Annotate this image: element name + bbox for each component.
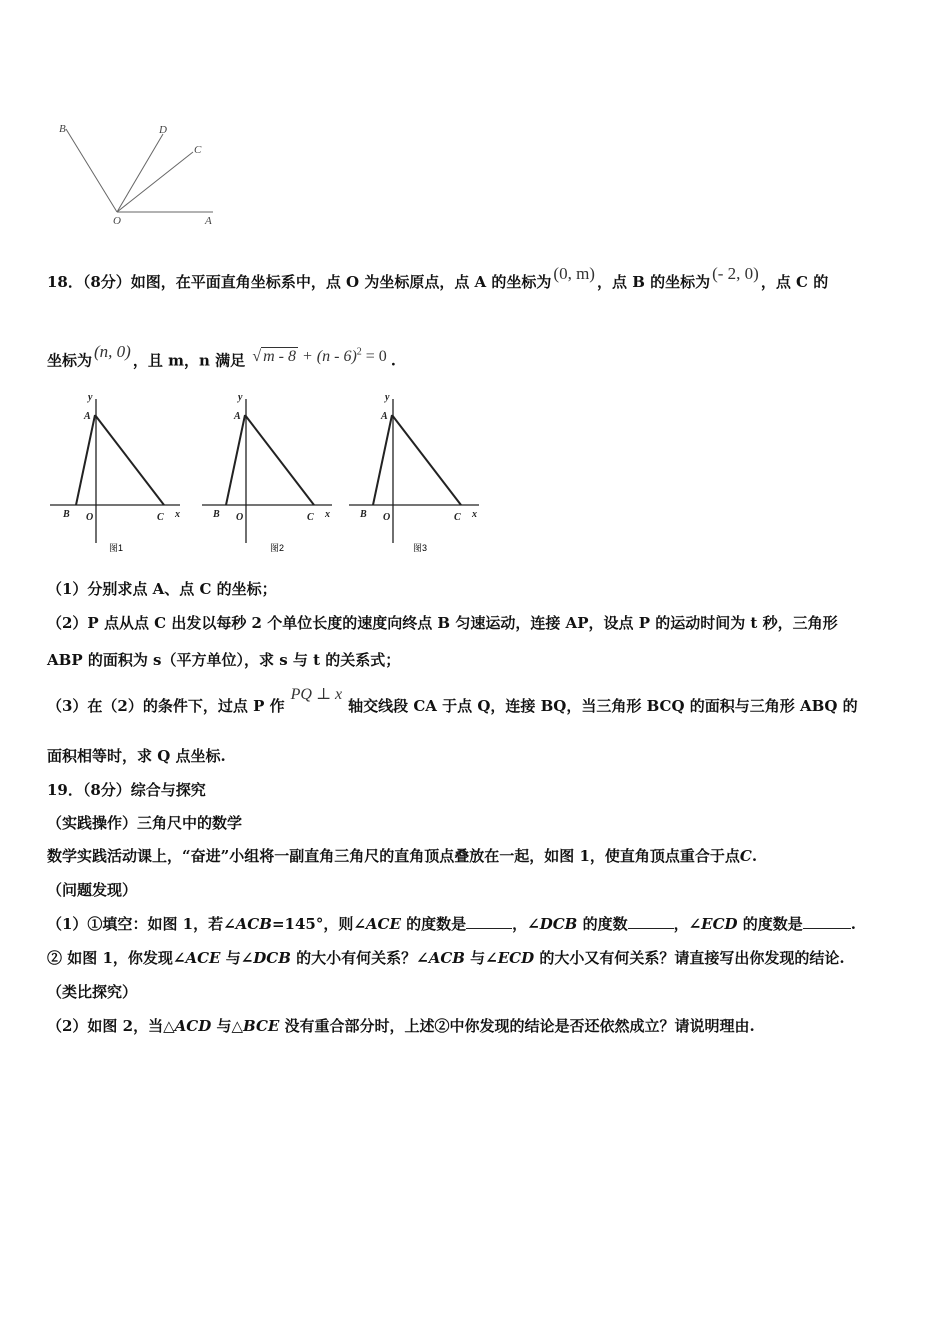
q18-line2 [47,342,397,371]
q19-intro [47,846,757,866]
label-a: A [205,215,212,227]
triangle-acd: ACD [174,1017,212,1035]
q18-line2-text-a: 坐标为 [47,351,93,370]
q19-sub3 [47,1016,755,1036]
label-d: D [159,124,167,136]
angle-ace: ACE [365,915,401,933]
rays-figure [55,118,225,230]
q18-part2-line2: ABP 的面积为 s（平方单位），求 s 与 t 的关系式； [47,651,401,669]
pq-perp-x: PQ ⊥ x [290,686,343,703]
coord-c: (n, 0) [94,342,131,362]
ray-od [117,134,163,212]
triangle-figure-2 [200,393,340,558]
side-ac [245,415,314,505]
angle-ecd: ECD [701,915,738,933]
q19-intro-end: . [751,847,758,865]
answer-blank-dcb[interactable] [628,914,674,929]
square-term: + (n - 6) [301,348,357,366]
axis-y-label: y [238,393,243,403]
point-o-label: O [86,512,94,523]
axis-x-label: x [472,509,477,520]
q19-sub1-text-c: 的度数是 [400,915,467,933]
side-ba [76,415,95,505]
q18-line2-end: . [390,351,397,370]
angle-ecd: ECD [497,949,535,967]
q18-part1: （1）分别求点 A、点 C 的坐标； [47,580,277,598]
point-b-label: B [63,509,70,520]
axis-x-label: x [325,509,330,520]
q19-intro-text: 数学实践活动课上，“奋进”小组将一副直角三角尺的直角顶点叠放在一起，如图 1，使直角顶点重合于点 [47,847,740,865]
figure-caption: 图3 [413,543,428,553]
label-c: C [194,144,202,156]
figure-caption: 图2 [270,543,285,553]
point-a-label: A [234,411,241,422]
equals-zero: = 0 [365,348,387,366]
q18-line1-text-c: ，点 C 的 [760,273,829,291]
q19-sub2-text-c: 的大小有何关系？∠ [290,949,429,967]
q18-line1-text-a: 18．（8分）如图，在平面直角坐标系中，点 O 为坐标原点，点 A 的坐标为 [47,273,552,291]
q18-part3-text-a: （3）在（2）的条件下，过点 P 作 [47,697,285,715]
angle-acb: ACB [428,949,465,967]
side-ba [226,415,245,505]
condition-formula [252,348,390,365]
point-b-label: B [360,509,367,520]
q18-part2-line1: （2）P 点从点 C 出发以每秒 2 个单位长度的速度向终点 B 匀速运动，连接 AP，设点 P 的运动时间为 t 秒，三角形 [47,614,838,632]
axis-y-label: y [385,393,390,403]
point-c-label: C [454,512,461,523]
q19-discovery: （问题发现） [47,881,138,899]
angle-ace: ACE [185,949,221,967]
q18-part3-line2: 面积相等时，求 Q 点坐标. [47,747,226,765]
sqrt-sign: √ [252,348,262,366]
triangle-figure-1 [48,393,188,558]
q19-sub2-text-a: ② 如图 1，你发现∠ [47,949,186,967]
q19-sub2 [47,948,845,968]
point-c-label: C [157,512,164,523]
sqrt-radicand: m - 8 [263,348,296,366]
point-c-label: C [307,512,314,523]
q18-part3-text-b: 轴交线段 CA 于点 Q，连接 BQ，当三角形 BCQ 的面积与三角形 ABQ 的 [348,697,858,715]
exponent: 2 [356,347,362,358]
side-ba [373,415,392,505]
point-b-label: B [213,509,220,520]
ray-oc [117,152,193,212]
q19-sub3-text-b: 与△ [211,1017,243,1035]
q19-sub1-end: . [850,915,857,933]
q19-sub3-text-a: （2）如图 2，当△ [47,1017,175,1035]
angle-dcb: DCB [253,949,291,967]
label-b: B [59,123,66,135]
answer-blank-ecd[interactable] [803,914,851,929]
triangle-bce: BCE [243,1017,280,1035]
q19-sub1 [47,914,856,934]
label-o: O [113,215,121,227]
q19-sub2-text-d: 与∠ [464,949,498,967]
q19-sub3-text-c: 没有重合部分时，上述②中你发现的结论是否还依然成立？请说明理由. [279,1017,755,1035]
q19-sub1-text-e: 的度数 [577,915,628,933]
ray-ob [66,129,117,212]
point-c: C [739,847,752,865]
q19-analogy: （类比探究） [47,983,138,1001]
q19-sub2-text-e: 的大小又有何关系？请直接写出你发现的结论. [534,949,845,967]
point-a-label: A [84,411,91,422]
q18-line1-text-b: ，点 B 的坐标为 [596,273,711,291]
q18-line2-text-b: ，且 m，n 满足 [132,351,246,370]
side-ac [95,415,164,505]
axis-y-label: y [88,393,93,403]
q19-sub1-text-d: ，∠ [512,915,540,933]
q19-sub1-text-b: =145°，则∠ [271,915,366,933]
q19-title: 19．（8分）综合与探究 [47,781,206,799]
coord-b: (- 2, 0) [712,264,759,283]
q18-line1 [47,264,829,292]
q18-part3-line1 [47,686,858,717]
angle-acb: ACB [235,915,272,933]
q19-sub1-text-a: （1）①填空：如图 1，若∠ [47,915,236,933]
q19-practice: （实践操作）三角尺中的数学 [47,814,243,832]
side-ac [392,415,461,505]
angle-dcb: DCB [539,915,578,933]
axis-x-label: x [175,509,180,520]
point-a-label: A [381,411,388,422]
q19-sub2-text-b: 与∠ [220,949,254,967]
q19-sub1-text-g: 的度数是 [737,915,803,933]
figure-caption: 图1 [109,543,124,553]
coord-a: (0, m) [553,264,595,283]
point-o-label: O [236,512,244,523]
point-o-label: O [383,512,391,523]
q19-sub1-text-f: ，∠ [673,915,702,933]
triangle-figure-3 [347,393,487,558]
answer-blank-ace[interactable] [466,914,512,929]
